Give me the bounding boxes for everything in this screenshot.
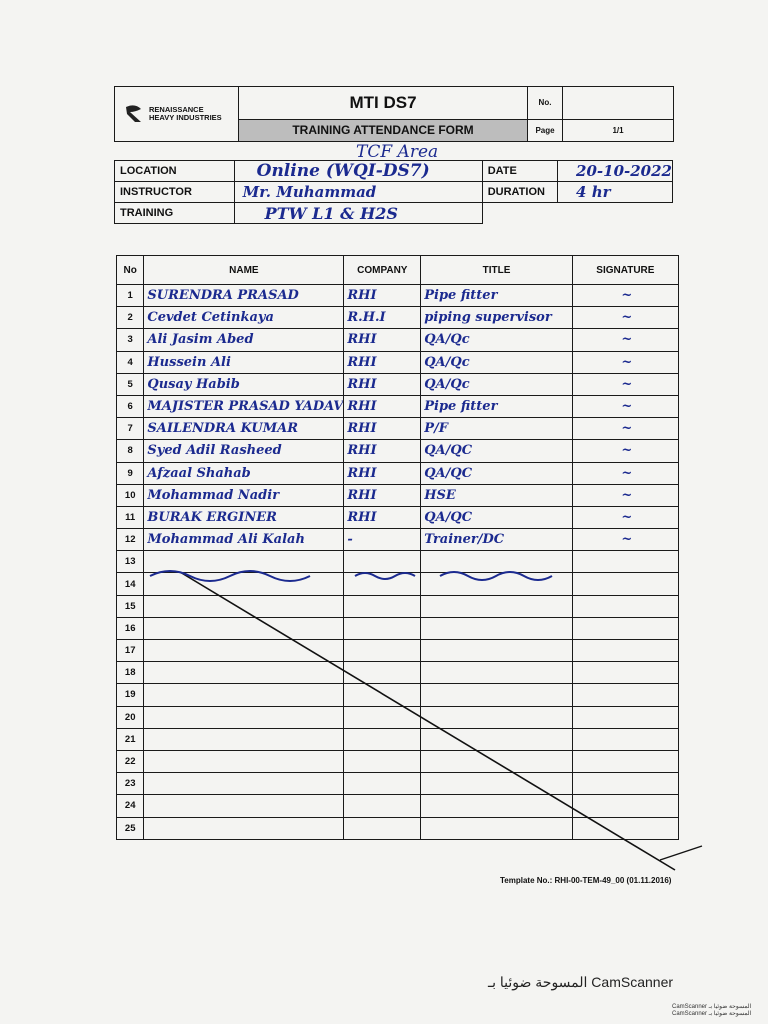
row-title: HSE (421, 484, 573, 506)
row-title (421, 551, 573, 573)
signature-icon: ~ (572, 373, 678, 395)
table-row (117, 351, 679, 373)
row-number: 6 (117, 395, 144, 417)
row-title (421, 728, 573, 750)
form-subtitle: TRAINING ATTENDANCE FORM (239, 119, 528, 141)
row-company (344, 640, 421, 662)
row-name (144, 573, 344, 595)
row-company (344, 595, 421, 617)
row-title: QA/Qc (421, 351, 573, 373)
row-title (421, 662, 573, 684)
logo-line1: RENAISSANCE (149, 105, 204, 114)
duration-label: DURATION (482, 182, 557, 203)
row-title: piping supervisor (421, 307, 573, 329)
table-row (117, 462, 679, 484)
signature-icon: ~ (572, 307, 678, 329)
training-value: PTW L1 & H2S (234, 203, 482, 224)
table-row (117, 728, 679, 750)
row-title (421, 640, 573, 662)
row-company (344, 817, 421, 839)
row-company: RHI (344, 440, 421, 462)
area-note: TCF Area (356, 142, 439, 162)
col-signature: SIGNATURE (572, 256, 678, 285)
row-name (144, 706, 344, 728)
signature-icon: ~ (572, 351, 678, 373)
row-company (344, 573, 421, 595)
row-title: Trainer/DC (421, 529, 573, 551)
row-title (421, 684, 573, 706)
row-title: Pipe fitter (421, 395, 573, 417)
logo-cell (115, 87, 239, 142)
table-row (117, 817, 679, 839)
form-header (114, 86, 674, 142)
row-signature (572, 728, 678, 750)
row-number: 21 (117, 728, 144, 750)
col-company: COMPANY (344, 256, 421, 285)
row-name (144, 595, 344, 617)
row-title: QA/QC (421, 462, 573, 484)
row-number: 9 (117, 462, 144, 484)
row-number: 19 (117, 684, 144, 706)
row-title (421, 817, 573, 839)
row-title (421, 617, 573, 639)
training-label: TRAINING (115, 203, 235, 224)
attendance-table (116, 255, 679, 840)
camscanner-small-line2: CamScanner المسوحة ضوئيا بـ (672, 1011, 752, 1017)
row-company: RHI (344, 329, 421, 351)
row-number: 15 (117, 595, 144, 617)
row-number: 24 (117, 795, 144, 817)
location-value: Online (WQI-DS7) (234, 161, 482, 182)
row-name (144, 817, 344, 839)
signature-icon: ~ (572, 395, 678, 417)
table-row (117, 662, 679, 684)
table-row (117, 795, 679, 817)
row-name: Hussein Ali (144, 351, 344, 373)
col-title: TITLE (421, 256, 573, 285)
signature-icon: ~ (572, 484, 678, 506)
row-name (144, 750, 344, 772)
row-title: Pipe fitter (421, 285, 573, 307)
table-row (117, 773, 679, 795)
signature-icon: ~ (572, 440, 678, 462)
row-signature (572, 817, 678, 839)
instructor-label: INSTRUCTOR (115, 182, 235, 203)
table-row (117, 506, 679, 528)
row-signature (572, 750, 678, 772)
row-signature (572, 773, 678, 795)
row-title (421, 773, 573, 795)
row-company: RHI (344, 462, 421, 484)
row-company: RHI (344, 484, 421, 506)
row-number: 11 (117, 506, 144, 528)
row-company: RHI (344, 285, 421, 307)
row-name (144, 640, 344, 662)
signature-icon: ~ (572, 506, 678, 528)
table-row (117, 640, 679, 662)
camscanner-small-line1: CamScanner المسوحة ضوئيا بـ (672, 1004, 752, 1010)
row-signature (572, 551, 678, 573)
row-name: BURAK ERGINER (144, 506, 344, 528)
table-row (117, 484, 679, 506)
row-company: - (344, 529, 421, 551)
row-company (344, 551, 421, 573)
row-name: SURENDRA PRASAD (144, 285, 344, 307)
instructor-value: Mr. Muhammad (234, 182, 482, 203)
page-label: Page (528, 119, 563, 141)
row-title: QA/Qc (421, 329, 573, 351)
row-company (344, 706, 421, 728)
row-company: RHI (344, 395, 421, 417)
location-label: LOCATION (115, 161, 235, 182)
row-name: Ali Jasim Abed (144, 329, 344, 351)
row-title: P/F (421, 418, 573, 440)
row-company (344, 684, 421, 706)
row-signature (572, 573, 678, 595)
table-row (117, 373, 679, 395)
row-signature (572, 706, 678, 728)
row-title (421, 750, 573, 772)
row-number: 17 (117, 640, 144, 662)
row-title: QA/QC (421, 506, 573, 528)
row-title (421, 706, 573, 728)
row-number: 2 (117, 307, 144, 329)
no-label: No. (528, 87, 563, 120)
row-name: Syed Adil Rasheed (144, 440, 344, 462)
row-title: QA/QC (421, 440, 573, 462)
col-no: No (117, 256, 144, 285)
table-row (117, 706, 679, 728)
row-name: MAJISTER PRASAD YADAV (144, 395, 344, 417)
row-number: 3 (117, 329, 144, 351)
signature-icon: ~ (572, 418, 678, 440)
row-title: QA/Qc (421, 373, 573, 395)
row-name (144, 795, 344, 817)
table-row (117, 440, 679, 462)
row-name (144, 662, 344, 684)
row-name (144, 684, 344, 706)
table-row (117, 395, 679, 417)
row-name (144, 551, 344, 573)
date-label: DATE (482, 161, 557, 182)
table-row (117, 750, 679, 772)
row-name: Mohammad Ali Kalah (144, 529, 344, 551)
row-number: 5 (117, 373, 144, 395)
row-number: 13 (117, 551, 144, 573)
no-value (563, 87, 674, 120)
logo-line2: HEAVY INDUSTRIES (149, 113, 222, 122)
col-name: NAME (144, 256, 344, 285)
signature-icon: ~ (572, 329, 678, 351)
row-company: RHI (344, 418, 421, 440)
training-info (114, 160, 673, 224)
row-name: Cevdet Cetinkaya (144, 307, 344, 329)
row-company: RHI (344, 351, 421, 373)
row-number: 1 (117, 285, 144, 307)
info-blank (482, 203, 672, 224)
row-company (344, 617, 421, 639)
row-name: Mohammad Nadir (144, 484, 344, 506)
row-company (344, 750, 421, 772)
date-value: 20-10-2022 (558, 161, 673, 182)
table-row (117, 684, 679, 706)
duration-value: 4 hr (558, 182, 673, 203)
table-row (117, 307, 679, 329)
camscanner-small (672, 1004, 751, 1018)
template-number: Template No.: RHI-00-TEM-49_00 (01.11.2016) (500, 876, 672, 885)
row-title (421, 573, 573, 595)
row-name (144, 617, 344, 639)
row-number: 25 (117, 817, 144, 839)
row-company (344, 773, 421, 795)
table-row (117, 285, 679, 307)
row-number: 12 (117, 529, 144, 551)
table-row (117, 329, 679, 351)
row-name: Afzaal Shahab (144, 462, 344, 484)
row-name (144, 773, 344, 795)
row-signature (572, 684, 678, 706)
signature-icon: ~ (572, 462, 678, 484)
signature-icon: ~ (572, 285, 678, 307)
table-row (117, 551, 679, 573)
row-signature (572, 640, 678, 662)
row-title (421, 595, 573, 617)
row-name (144, 728, 344, 750)
logo-icon (123, 103, 145, 125)
row-number: 8 (117, 440, 144, 462)
row-company (344, 728, 421, 750)
row-number: 10 (117, 484, 144, 506)
row-number: 23 (117, 773, 144, 795)
row-title (421, 795, 573, 817)
row-name: SAILENDRA KUMAR (144, 418, 344, 440)
table-row (117, 595, 679, 617)
row-company: R.H.I (344, 307, 421, 329)
row-company (344, 662, 421, 684)
signature-icon: ~ (572, 529, 678, 551)
row-signature (572, 795, 678, 817)
row-company: RHI (344, 373, 421, 395)
row-company (344, 795, 421, 817)
camscanner-watermark: المسوحة ضوئيا بـ CamScanner (488, 974, 674, 990)
row-number: 22 (117, 750, 144, 772)
row-number: 7 (117, 418, 144, 440)
table-row (117, 529, 679, 551)
table-row (117, 573, 679, 595)
row-number: 4 (117, 351, 144, 373)
form-title: MTI DS7 (239, 87, 528, 120)
table-row (117, 617, 679, 639)
row-signature (572, 617, 678, 639)
row-signature (572, 662, 678, 684)
row-number: 16 (117, 617, 144, 639)
row-name: Qusay Habib (144, 373, 344, 395)
table-row (117, 418, 679, 440)
row-number: 14 (117, 573, 144, 595)
row-number: 20 (117, 706, 144, 728)
attendance-rows (117, 285, 679, 840)
page-value: 1/1 (563, 119, 674, 141)
row-number: 18 (117, 662, 144, 684)
row-signature (572, 595, 678, 617)
row-company: RHI (344, 506, 421, 528)
